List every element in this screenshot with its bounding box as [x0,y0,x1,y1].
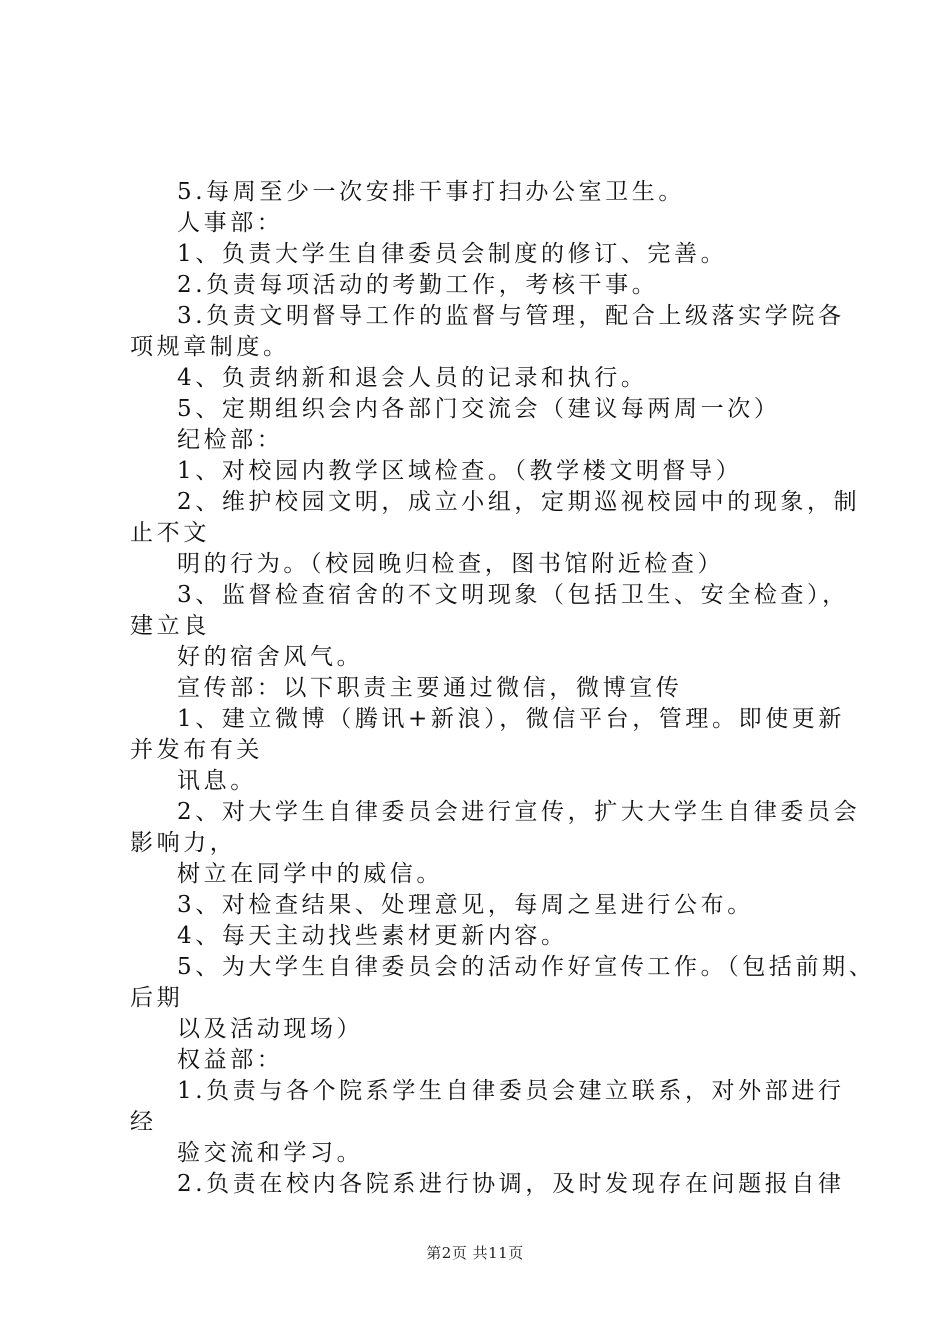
doc-line: 2、维护校园文明，成立小组，定期巡视校园中的现象，制 [177,489,861,515]
doc-line: 3、对检查结果、处理意见，每周之星进行公布。 [177,892,754,918]
doc-line: 1、负责大学生自律委员会制度的修订、完善。 [177,241,728,267]
doc-line: 树立在同学中的威信。 [177,861,443,887]
doc-line: 止不文 [130,520,210,546]
doc-line: 4、负责纳新和退会人员的记录和执行。 [177,365,648,391]
doc-line: 以及活动现场） [177,1016,364,1042]
doc-line: 5、定期组织会内各部门交流会（建议每两周一次） [177,396,781,422]
doc-line: 2.负责在校内各院系进行协调，及时发现存在问题报自律 [177,1171,845,1197]
doc-line: 2.负责每项活动的考勤工作，考核干事。 [177,272,659,298]
doc-line: 2、对大学生自律委员会进行宣传，扩大大学生自律委员会 [177,799,861,825]
doc-line: 1.负责与各个院系学生自律委员会建立联系，对外部进行 [177,1078,845,1104]
section-heading-discipline: 纪检部： [177,427,284,453]
doc-line: 验交流和学习。 [177,1140,364,1166]
doc-line: 后期 [130,985,184,1011]
doc-line: 1、建立微博（腾讯+新浪），微信平台，管理。即使更新 [177,706,846,732]
doc-line: 5.每周至少一次安排干事打扫办公室卫生。 [177,179,685,205]
doc-line: 5、为大学生自律委员会的活动作好宣传工作。（包括前期、 [177,954,876,980]
section-heading-rights: 权益部： [177,1047,284,1073]
section-heading-personnel: 人事部： [177,210,284,236]
doc-line: 项规章制度。 [130,334,290,360]
doc-line: 4、每天主动找些素材更新内容。 [177,923,568,949]
doc-line: 并发布有关 [130,737,263,763]
doc-line: 建立良 [130,613,210,639]
page-number-footer: 第2页 共11页 [426,1244,524,1262]
section-heading-publicity: 宣传部：以下职责主要通过微信，微博宣传 [177,675,683,701]
doc-line: 好的宿舍风气。 [177,644,364,670]
doc-line: 影响力， [130,830,237,856]
doc-line: 讯息。 [177,768,257,794]
doc-line: 3、监督检查宿舍的不文明现象（包括卫生、安全检查）， [177,582,849,608]
doc-line: 经 [130,1109,157,1135]
doc-line: 3.负责文明督导工作的监督与管理，配合上级落实学院各 [177,303,845,329]
doc-line: 明的行为。（校园晚归检查，图书馆附近检查） [177,551,725,577]
doc-line: 1、对校园内教学区域检查。（教学楼文明督导） [177,458,743,484]
